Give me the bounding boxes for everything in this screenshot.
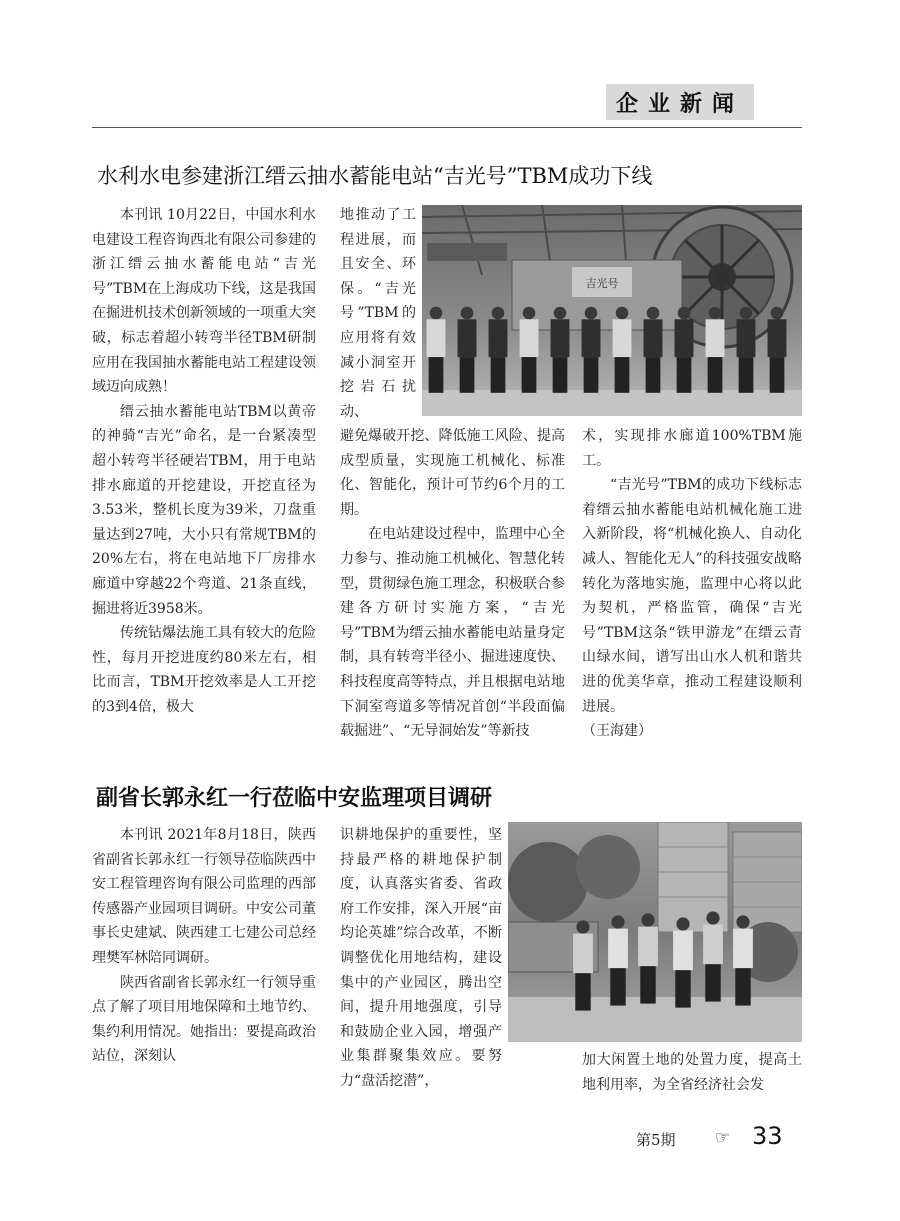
article1-col2-narrow: 地推动了工程进展，而且安全、环保。“吉光号”TBM的应用将有效减小洞室开挖岩石扰动、 <box>340 207 416 420</box>
article1-col1-p3: 传统钻爆法施工具有较大的危险性，每月开挖进度约80米左右，相比而言，TBM开挖效率是人工开挖的3到4倍，极大 <box>92 625 316 715</box>
page-number: 33 <box>752 1122 783 1150</box>
site-inspection-photo <box>508 822 802 1042</box>
section-label: 企业新闻 <box>606 84 754 120</box>
article1-headline: 水利水电参建浙江缙云抽水蓄能电站“吉光号”TBM成功下线 <box>97 164 653 188</box>
article1-col3-p2: “吉光号”TBM的成功下线标志着缙云抽水蓄能电站机械化施工进入新阶段，将“机械化换人、自动化减人、智能化无人”的科技强安战略转化为落地实施，监理中心将以此为契机，严格监管，确保“吉光号”TBM这条“铁甲游龙”在缙云青山绿水间，谱写出山水人机和谐共进的优美华章，推动工程建设顺利进展。 <box>582 477 802 715</box>
article2-col1-p2: 陕西省副省长郭永红一行领导重点了解了项目用地保障和土地节约、集约利用情况。她指出：要提高政治站位，深刻认 <box>92 974 316 1065</box>
article2-col1-p1: 本刊讯 2021年8月18日，陕西省副省长郭永红一行领导莅临陕西中安工程管理咨询有限公司监理的西部传感器产业园项目调研。中安公司董事长史建斌、陕西建工七建公司总经理樊军林陪同调研。 <box>92 827 316 966</box>
article2-col2: 识耕地保护的重要性，坚持最严格的耕地保护制度，认真落实省委、省政府工作安排，深入开展“亩均论英雄”综合改革，不断调整优化用地结构，建设集中的产业园区，腾出空间，提升用地强度，引导和鼓励企业入园，增强产业集群聚集效应。要努力“盘活挖潜”， <box>340 827 502 1089</box>
article1-col1-p1: 本刊讯 10月22日，中国水利水电建设工程咨询西北有限公司参建的浙江缙云抽水蓄能电站“吉光号”TBM在上海成功下线，这是我国在掘进机技术创新领域的一项重大突破，标志着超小转弯半径TBM研制应用在我国抽水蓄能电站工程建设领域迈向成熟！ <box>92 207 316 396</box>
article1-author: （王海建） <box>582 723 652 740</box>
tbm-group-photo <box>422 205 802 416</box>
article1-col2 <box>340 424 565 744</box>
article2-headline: 副省长郭永红一行莅临中安监理项目调研 <box>96 786 493 811</box>
article1-col1-p2: 缙云抽水蓄能电站TBM以黄帝的神骑“吉光”命名，是一台紧凑型超小转弯半径硬岩TBM，用于电站排水廊道的开挖建设，开挖直径为3.53米，整机长度为39米，刀盘重量达到27吨，大小只有常规TBM的20%左右，将在电站地下厂房排水廊道中穿越22个弯道、21条直线，掘进将近3958米。 <box>92 403 316 617</box>
article2-col1 <box>92 823 316 1069</box>
article1-col1 <box>92 203 316 719</box>
article1-col3-cont: 术，实现排水廊道100%TBM施工。 <box>582 428 802 469</box>
article1-col2-cont: 避免爆破开挖、降低施工风险、提高成型质量，实现施工机械化、标准化、智能化，预计可节约6个月的工期。 <box>340 428 565 518</box>
tbm-sign-text: 吉光号 <box>585 277 619 290</box>
article1-col3 <box>582 424 802 744</box>
header-rule <box>92 127 802 128</box>
issue-number: 第5期 <box>636 1131 676 1149</box>
pointing-hand-icon: ☞ <box>715 1128 731 1148</box>
article2-col3: 加大闲置土地的处置力度，提高土地利用率，为全省经济社会发 <box>582 1052 802 1093</box>
article1-col2-p2: 在电站建设过程中，监理中心全力参与、推动施工机械化、智慧化转型，贯彻绿色施工理念，积极联合参建各方研讨实施方案，“吉光号”TBM为缙云抽水蓄能电站量身定制，具有转弯半径小、掘进速度快、科技程度高等特点，并且根据电站地下洞室弯道多等情况首创“半段面偏载掘进”、“无导洞始发”等新技 <box>340 526 565 740</box>
